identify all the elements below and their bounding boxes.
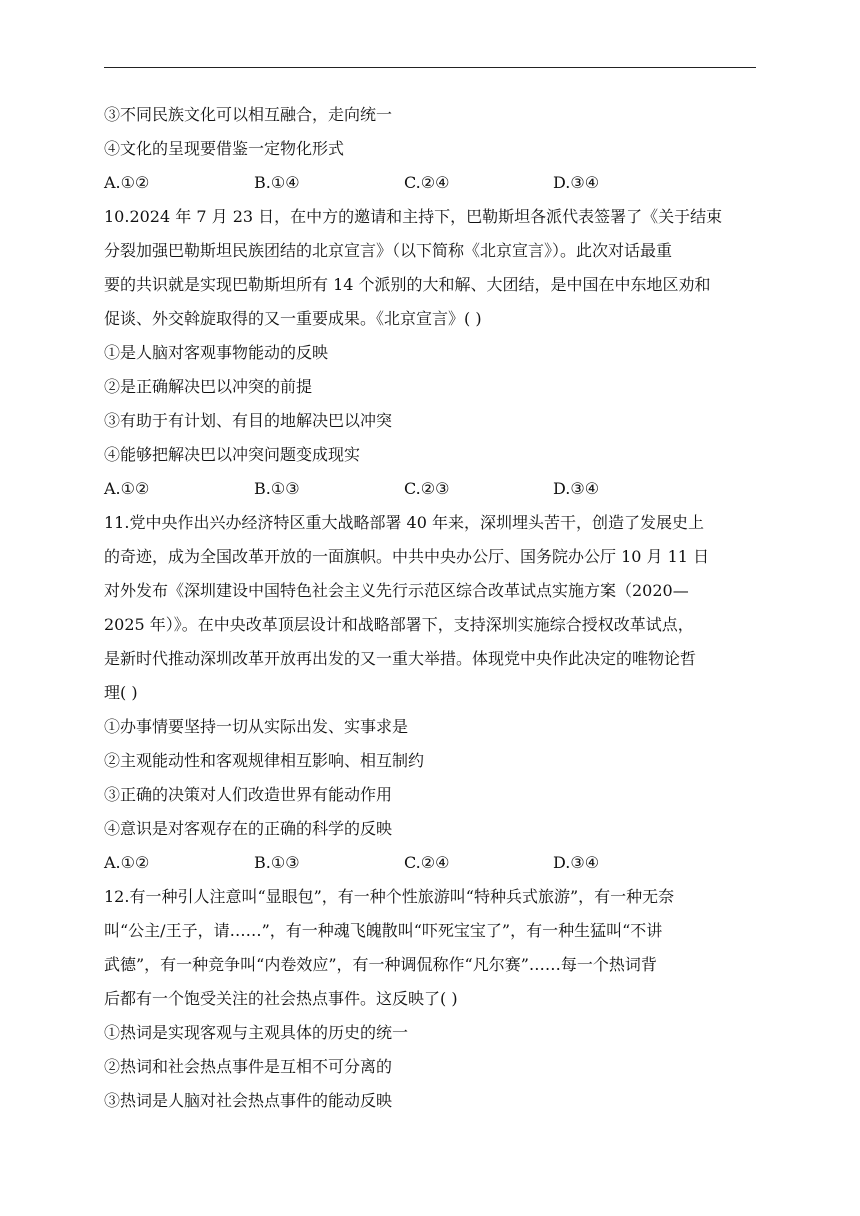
statement: ②是正确解决巴以冲突的前提: [104, 377, 313, 396]
statement: ③有助于有计划、有目的地解决巴以冲突: [104, 411, 393, 430]
question-10-line: 要的共识就是实现巴勒斯坦所有 14 个派别的大和解、大团结，是中国在中东地区劝和: [104, 275, 711, 294]
statement: ①热词是实现客观与主观具体的历史的统一: [104, 1023, 409, 1042]
statement: ②热词和社会热点事件是互相不可分离的: [104, 1057, 393, 1076]
option-c: C.②④: [404, 853, 450, 872]
statement: ①办事情要坚持一切从实际出发、实事求是: [104, 717, 409, 736]
statement: ④意识是对客观存在的正确的科学的反映: [104, 819, 393, 838]
statement: ③正确的决策对人们改造世界有能动作用: [104, 785, 393, 804]
option-c: C.②③: [404, 479, 450, 498]
question-11-line: 2025 年）》。在中央改革顶层设计和战略部署下，支持深圳实施综合授权改革试点，: [104, 615, 694, 634]
option-c: C.②④: [404, 173, 450, 192]
option-d: D.③④: [553, 173, 600, 192]
statement: ②主观能动性和客观规律相互影响、相互制约: [104, 751, 425, 770]
question-10-line: 促谈、外交斡旋取得的又一重要成果。《北京宣言》( ): [104, 309, 482, 328]
option-d: D.③④: [553, 853, 600, 872]
option-a: A.①②: [104, 853, 150, 872]
option-a: A.①②: [104, 479, 150, 498]
option-d: D.③④: [553, 479, 600, 498]
question-11-line: 对外发布《深圳建设中国特色社会主义先行示范区综合改革试点实施方案（2020—: [104, 581, 689, 600]
question-11-line: 是新时代推动深圳改革开放再出发的又一重大举措。体现党中央作此决定的唯物论哲: [104, 649, 697, 668]
option-b: B.①④: [254, 173, 300, 192]
question-12-line: 12.有一种引人注意叫“显眼包”，有一种个性旅游叫“特种兵式旅游”，有一种无奈: [104, 887, 675, 906]
statement: ③不同民族文化可以相互融合，走向统一: [104, 105, 393, 124]
answer-options: [104, 166, 756, 200]
answer-options: [104, 472, 756, 506]
statement: ④能够把解决巴以冲突问题变成现实: [104, 445, 361, 464]
exam-page: [104, 98, 756, 1118]
question-12-line: 后都有一个饱受关注的社会热点事件。这反映了( ): [104, 989, 458, 1008]
question-11-line: 11.党中央作出兴办经济特区重大战略部署 40 年来，深圳埋头苦干，创造了发展史上: [104, 513, 704, 532]
statement: ③热词是人脑对社会热点事件的能动反映: [104, 1091, 393, 1110]
option-b: B.①③: [254, 479, 300, 498]
question-10-line: 10.2024 年 7 月 23 日，在中方的邀请和主持下，巴勒斯坦各派代表签署了《关于结束: [104, 207, 723, 226]
header-rule: [104, 67, 756, 68]
question-12-line: 叫“公主/王子，请……”，有一种魂飞魄散叫“吓死宝宝了”，有一种生猛叫“不讲: [104, 921, 663, 940]
option-b: B.①③: [254, 853, 300, 872]
question-11-line: 的奇迹，成为全国改革开放的一面旗帜。中共中央办公厅、国务院办公厅 10 月 11 日: [104, 547, 710, 566]
question-10-line: 分裂加强巴勒斯坦民族团结的北京宣言》（以下简称《北京宣言》）。此次对话最重: [104, 241, 673, 260]
statement: ①是人脑对客观事物能动的反映: [104, 343, 329, 362]
answer-options: [104, 846, 756, 880]
option-a: A.①②: [104, 173, 150, 192]
statement: ④文化的呈现要借鉴一定物化形式: [104, 139, 345, 158]
question-12-line: 武德”，有一种竞争叫“内卷效应”，有一种调侃称作“凡尔赛”……每一个热词背: [104, 955, 657, 974]
question-11-line: 理( ): [104, 683, 138, 702]
